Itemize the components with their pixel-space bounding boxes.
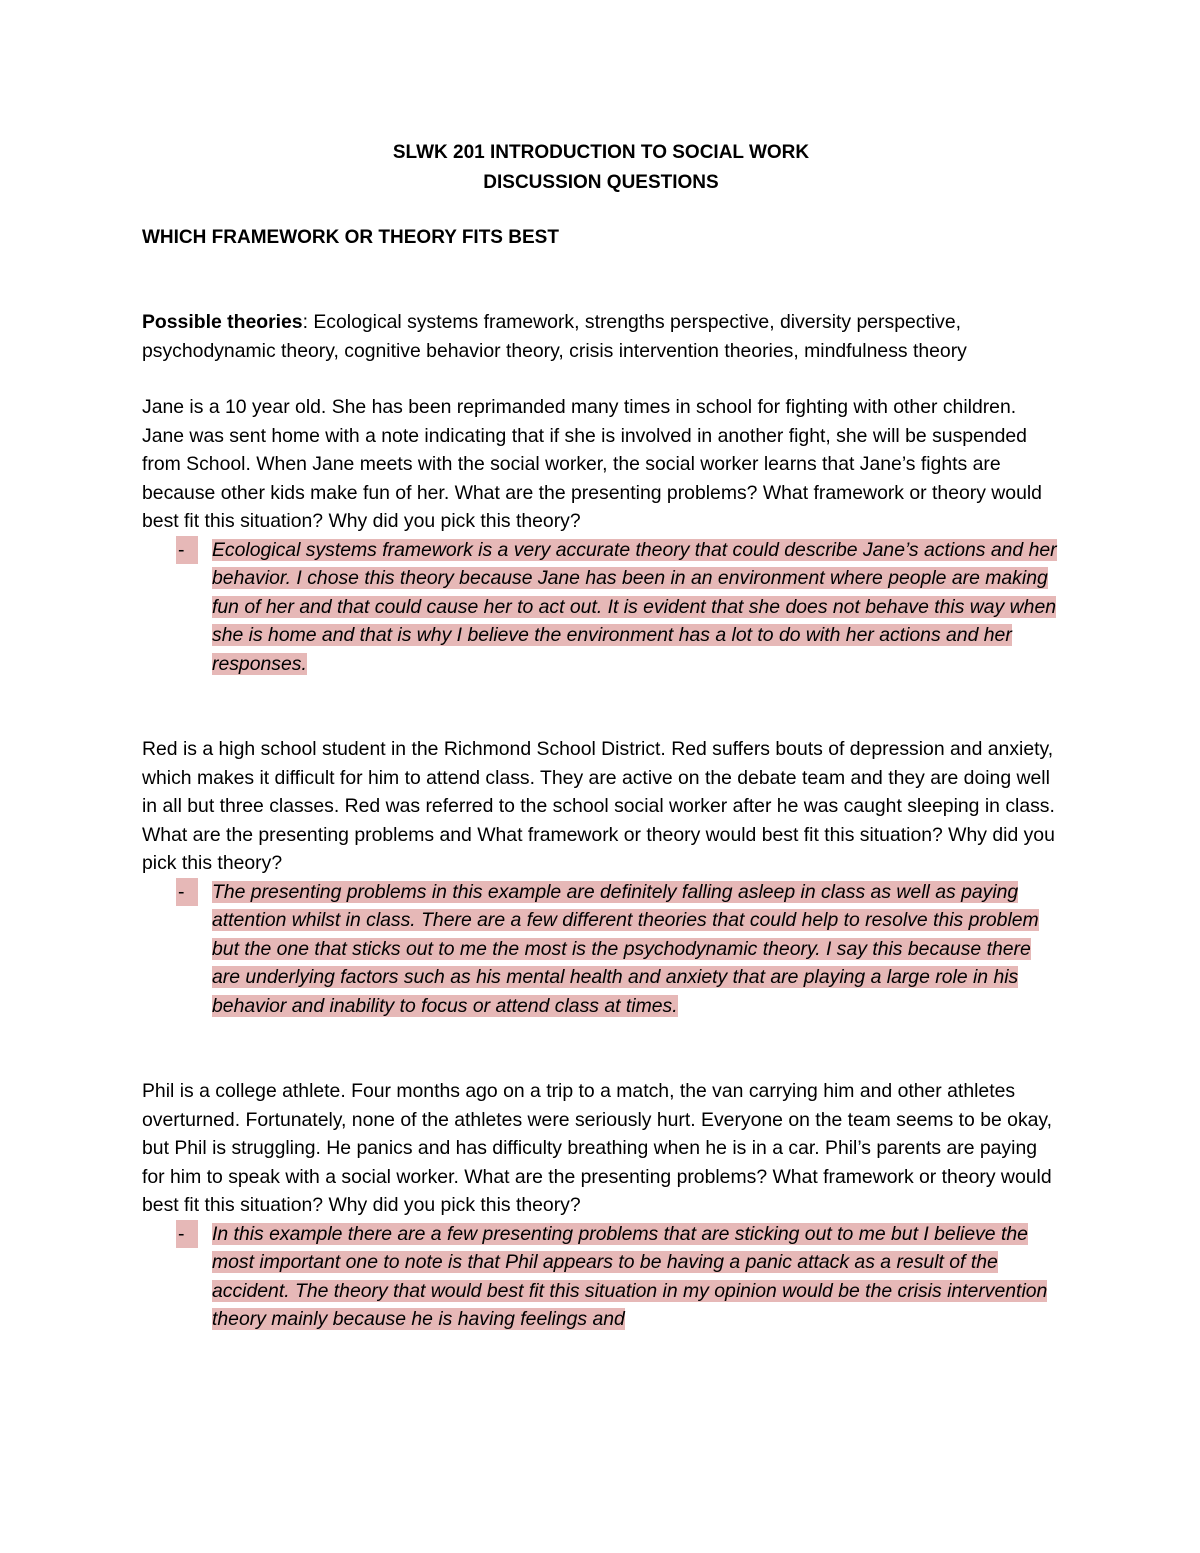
bullet-dash: -: [176, 536, 198, 565]
case-question-jane: Jane is a 10 year old. She has been reprimanded many times in school for fighting with other children. Jane was sent home with a note indicating that if she is involved in another fight, she will be suspended from School. When Jane meets with the social worker, the social worker learns that Jane’s fights are because other kids make fun of her. What are the presenting problems? What framework or theory would best fit this situation? Why did you pick this theory?: [142, 396, 1042, 532]
case-answer-jane: [142, 536, 1062, 679]
case-question-phil: Phil is a college athlete. Four months ago on a trip to a match, the van carrying him and other athletes overturned. Fortunately, none of the athletes were seriously hurt. Everyone on the team seems to be okay, but Phil is struggling. He panics and has difficulty breathing when he is in a car. Phil’s parents are paying for him to speak with a social worker. What are the presenting problems? What framework or theory would best fit this situation? Why did you pick this theory?: [142, 1080, 1053, 1216]
case-answer-phil: [142, 1220, 1062, 1334]
answer-text-jane: Ecological systems framework is a very accurate theory that could describe Jane’s actions and her behavior. I chose this theory because Jane has been in an environment where people are making fun of her and that could cause her to act out. It is evident that she does not behave this way when she is home and that is why I believe the environment has a lot to do with her actions and her responses.: [212, 538, 1057, 675]
title-block: [140, 138, 1062, 197]
document-subtitle: DISCUSSION QUESTIONS: [483, 171, 719, 193]
section-heading: WHICH FRAMEWORK OR THEORY FITS BEST: [142, 227, 559, 248]
possible-theories-label: Possible theories: [142, 311, 303, 333]
course-title: SLWK 201 INTRODUCTION TO SOCIAL WORK: [392, 142, 810, 163]
case-answer-red: [142, 878, 1062, 1021]
bullet-dash: -: [176, 878, 198, 907]
answer-text-red: The presenting problems in this example are definitely falling asleep in class as well as paying attention whilst in class. There are a few different theories that could help to resolve this problem but the one that sticks out to me the most is the psychodynamic theory. I say this because there are underlying factors such as his mental health and anxiety that are playing a large role in his behavior and inability to focus or attend class at times.: [212, 880, 1039, 1017]
possible-theories-list: : Ecological systems framework, strengths perspective, diversity perspective, psychodynamic theory, cognitive behavior theory, crisis intervention theories, mindfulness theory: [142, 311, 967, 362]
case-question-red: Red is a high school student in the Richmond School District. Red suffers bouts of depression and anxiety, which makes it difficult for him to attend class. They are active on the debate team and they are doing well in all but three classes. Red was referred to the school social worker after he was caught sleeping in class. What are the presenting problems and What framework or theory would best fit this situation? Why did you pick this theory?: [142, 738, 1055, 874]
answer-text-phil: In this example there are a few presenting problems that are sticking out to me but I believe the most important one to note is that Phil appears to be having a panic attack as a result of the accident. The theory that would best fit this situation in my opinion would be the crisis intervention theory mainly because he is having feelings and: [212, 1222, 1048, 1330]
document-body: [142, 138, 1062, 1334]
possible-theories-paragraph: [142, 308, 1062, 365]
bullet-dash: -: [176, 1220, 198, 1249]
